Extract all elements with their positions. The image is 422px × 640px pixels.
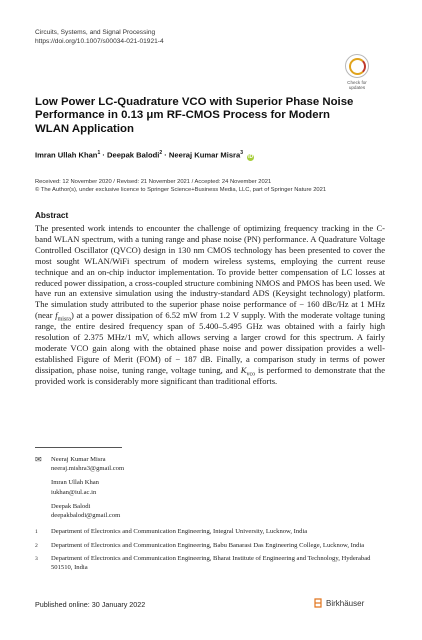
orcid-icon[interactable]: iD	[248, 153, 254, 160]
birkhauser-logo-icon	[313, 598, 323, 608]
affiliation-item	[35, 542, 385, 551]
check-for-updates-badge[interactable]	[342, 54, 372, 91]
k-symbol: K	[240, 364, 247, 375]
contact-name: Neeraj Kumar Misra	[51, 456, 106, 463]
affiliation-text: Department of Electronics and Communication Engineering, Bharat Institute of Engineering and Technology, Hyderabad 501510, India	[51, 555, 371, 571]
check-updates-line2: updates	[348, 85, 366, 91]
contact-name: Imran Ullah Khan	[51, 479, 99, 487]
author-name[interactable]: Deepak Balodi	[107, 150, 160, 160]
affiliation-text: Department of Electronics and Communication Engineering, Integral University, Lucknow, India	[51, 528, 308, 535]
contact-entry	[35, 455, 124, 473]
author-name[interactable]: Neeraj Kumar Misra	[168, 150, 241, 160]
contact-entry	[35, 502, 124, 520]
affiliation-list	[35, 528, 385, 577]
abstract-body	[35, 223, 385, 387]
paper-title: Low Power LC-Quadrature VCO with Superior Phase Noise Performance in 0.13 μm RF-CMOS Process for Modern WLAN Application	[35, 96, 354, 135]
contact-entry	[35, 478, 124, 496]
affiliation-item	[35, 555, 385, 572]
contact-list	[35, 455, 124, 525]
published-date: Published online: 30 January 2022	[35, 600, 146, 609]
abstract-text-1: The presented work intends to encounter the challenge of optimizing frequency tracking in the C-band WLAN spectrum, with a tuning range and phase noise (PN) performance. A Quadrature Voltage Controlled Oscillator (QVCO) design in 130 nm CMOS technology has been presented to cover the most sought WLAN/WiFi spectrum of modern wireless systems, employing the current reuse technique and an on-chip inductor implementation. To provide better compensation of LC losses at reduced power dissipation, a cross-coupled structure combining NMOS and PMOS has been used. We have run an extensive simulation using the industry-standard ADS (Keysight technology) platform. The simulation study attributed to the superior phase noise performance of − 160 dBc/Hz at 1 MHz (near	[35, 223, 385, 321]
contact-email[interactable]: iukhan@iul.ac.in	[51, 488, 97, 496]
author-affiliation-mark: 3	[240, 150, 244, 156]
abstract-heading: Abstract	[35, 211, 69, 220]
f-symbol: f	[55, 310, 58, 321]
contact-name: Deepak Balodi	[51, 502, 91, 510]
doi-link[interactable]: https://doi.org/10.1007/s00034-021-01921-4	[35, 38, 164, 46]
author-name[interactable]: Imran Ullah Khan	[35, 150, 98, 160]
publisher-name: Birkhäuser	[326, 598, 365, 608]
article-history	[35, 178, 326, 195]
check-updates-icon	[345, 54, 369, 78]
affiliation-text: Department of Electronics and Communication Engineering, Babu Banarasi Das Engineering College, Lucknow, India	[51, 541, 365, 549]
k-subscript: vco	[246, 371, 256, 378]
affiliation-number: 2	[35, 542, 38, 549]
contact-email[interactable]: deepakbalodi@gmail.com	[51, 512, 121, 520]
check-updates-line1: Check for	[347, 80, 367, 85]
footnote-divider	[35, 447, 122, 448]
author-affiliation-mark: 2	[159, 150, 163, 156]
affiliation-number: 1	[35, 529, 38, 535]
received-dates: Received: 12 November 2020 / Revised: 21 November 2021 / Accepted: 24 November 2021	[35, 179, 272, 185]
copyright-notice: © The Author(s), under exclusive licence to Springer Science+Business Media, LLC, part of Springer Nature 2021	[35, 187, 327, 194]
affiliation-item	[35, 528, 385, 537]
journal-header	[35, 28, 164, 47]
publisher-logo[interactable]	[313, 598, 364, 608]
abstract-text-3: is performed to demonstrate that the provided work is considerably more significant than traditional efforts.	[35, 364, 385, 386]
abstract-text-2: ) at a power dissipation of 6.52 mW from 1.2 V supply. With the moderate voltage tuning range, the entire desired frequency span of 5.400–5.495 GHz was obtained with a fairly high resolution of 2.375 MHz/1 mV, which allows serving a larger crowd for this spectrum. A fairly moderate VCO gain along with the obtained phase noise and power dissipation provides a well-established Figure of Merit (FOM) of − 187 dB. Finally, a comparison study in terms of power dissipation, phase noise, tuning range, voltage tuning, and	[35, 310, 385, 375]
envelope-icon: ✉	[35, 455, 42, 464]
contact-email[interactable]: neeraj.mishra3@gmail.com	[51, 465, 125, 473]
author-affiliation-mark: 1	[97, 150, 101, 156]
journal-name: Circuits, Systems, and Signal Processing	[35, 29, 156, 36]
affiliation-number: 3	[35, 556, 38, 563]
f-subscript: misra	[57, 316, 71, 323]
author-list: Imran Ullah Khan$^1$ · Deepak Balodi$^2$ · Neeraj Kumar Misra$^3$ iD	[35, 150, 254, 160]
